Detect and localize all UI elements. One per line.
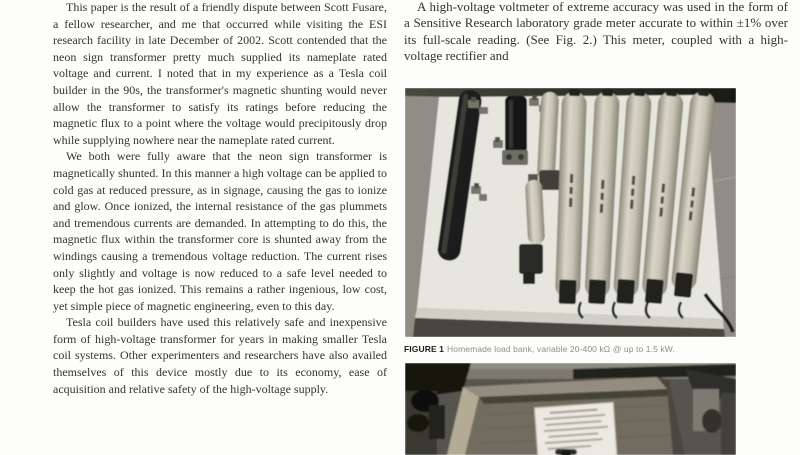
figure1-photo-scene: [405, 88, 736, 337]
paragraph: Tesla coil builders have used this relatively safe and inexpensive form of high-voltage transformer for years in making smaller Tesla coil systems. Other experimenters and researchers have also availed themselves of this device mostly due to its economy, ease of acquisition and relative safety of the high-voltage supply.: [53, 315, 387, 396]
paragraph: A high-voltage voltmeter of extreme accuracy was used in the form of a Sensitive Research laboratory grade meter accurate to within ±1% over its full-scale reading. (See Fig. 2.) This meter, coupled with a high-voltage rectifier and: [404, 0, 788, 64]
figure2-photo-scene: [405, 363, 736, 455]
right-column: [404, 0, 788, 65]
paragraph: This paper is the result of a friendly dispute between Scott Fusare, a fellow researcher, and me that occurred while visiting the ESI research facility in late December of 2002. Scott contended that the neon sign transformer pretty much supplied its nameplate rated voltage and current. I noted that in my experience as a Tesla coil builder in the 90s, the transformer's magnetic shunting would never allow the transformer to satisfy its ratings before reducing the magnetic flux to a point where the voltage would precipitously drop while supplying nowhere near the nameplate rated current.: [53, 0, 387, 147]
figure1-photo: [405, 88, 736, 337]
figure1-caption-text: Homemade load bank, variable 20-400 kΩ @ up to 1.5 kW.: [447, 344, 675, 354]
paragraph: We both were fully aware that the neon sign transformer is magnetically shunted. In this manner a high voltage can be applied to cold gas at reduced pressure, as in signage, causing the gas to ionize and glow. Once ionized, the internal resistance of the gas plummets and tremendous currents are demanded. In attempting to do this, the magnetic flux within the transformer core is shunted away from the windings causing a tremendous voltage reduction. The current rises only slightly and voltage is now reduced to a safe level needed to keep the hot gas ionized. This remains a rather ingenious, low cost, yet simple piece of magnetic engineering, even to this day.: [53, 149, 387, 313]
figure1-caption: [404, 344, 736, 354]
figure2-photo: [405, 363, 736, 455]
left-column: [53, 0, 387, 397]
figure1-caption-label: FIGURE 1: [404, 344, 445, 354]
